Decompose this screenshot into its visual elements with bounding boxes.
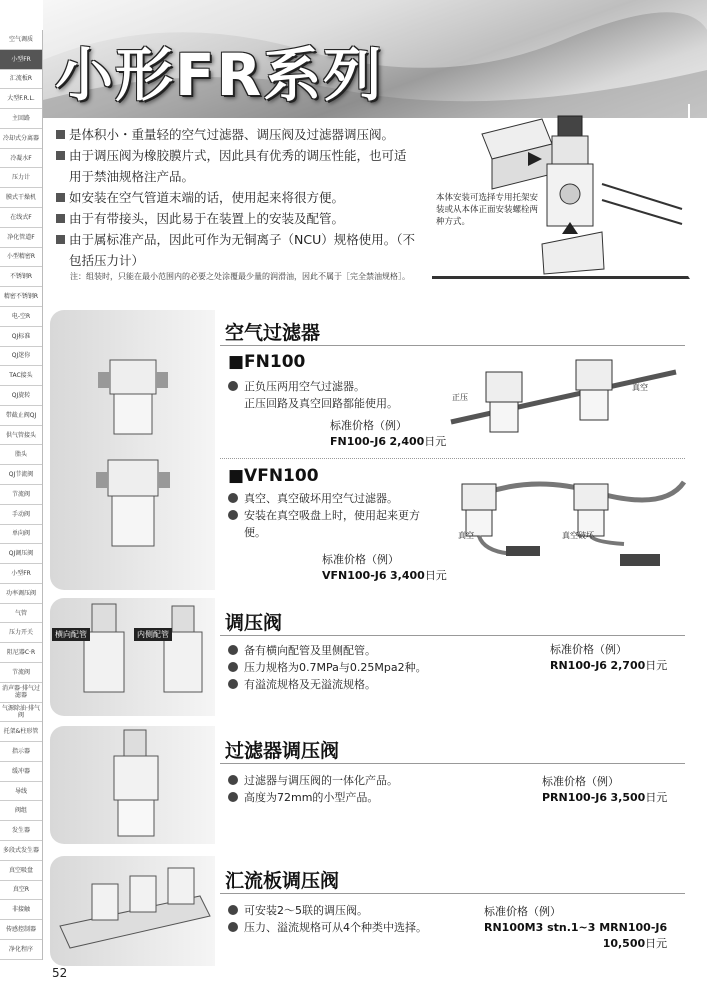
sidebar-item[interactable]: 阻尼器C·R	[0, 643, 42, 663]
section-divider	[220, 635, 685, 636]
sidebar-item[interactable]: 压力计	[0, 168, 42, 188]
section-heading-filter-regulator: 过滤器调压阀	[225, 740, 340, 762]
bullet-icon	[228, 775, 238, 785]
sidebar-item[interactable]: 气管	[0, 604, 42, 624]
sidebar-item[interactable]: 非接触	[0, 900, 42, 920]
sidebar-item[interactable]: QJ迷你	[0, 347, 42, 367]
sidebar-item[interactable]: 空气调质	[0, 30, 42, 50]
list-item: 正负压两用空气过滤器。	[228, 378, 398, 395]
sidebar-item[interactable]: 阀组	[0, 801, 42, 821]
sidebar-item[interactable]: 电-空R	[0, 307, 42, 327]
sidebar-item[interactable]: 真空R	[0, 881, 42, 901]
list-item: 压力规格为0.7MPa与0.25Mpa2种。	[228, 659, 427, 676]
sidebar-item[interactable]: 小型FR	[0, 564, 42, 584]
intro-item: 如安装在空气管道末端的话，使用起来将很方便。	[56, 187, 416, 208]
sidebar-item[interactable]: QJ旋转	[0, 386, 42, 406]
sidebar-item[interactable]: 节流阀	[0, 663, 42, 683]
sidebar-item[interactable]: 真空吸盘	[0, 861, 42, 881]
square-bullet-icon	[56, 214, 65, 223]
sidebar-item[interactable]: 净化管道F	[0, 228, 42, 248]
sidebar-item[interactable]: 供气管接头	[0, 426, 42, 446]
intro-list	[56, 124, 416, 283]
tag-back-piping: 内侧配管	[134, 628, 172, 641]
vfn100-diagram	[444, 462, 688, 582]
price-fn100: 标准价格（例） FN100-J6 2,400日元	[330, 419, 447, 448]
bullet-icon	[228, 493, 238, 503]
list-item: 过滤器与调压阀的一体化产品。	[228, 772, 398, 789]
bullet-icon	[228, 792, 238, 802]
sidebar-item[interactable]: 压力开关	[0, 623, 42, 643]
section-heading-manifold: 汇流板调压阀	[225, 870, 340, 892]
sidebar-item[interactable]: 发生器	[0, 821, 42, 841]
sidebar-item[interactable]: 多段式发生器	[0, 841, 42, 861]
product-photo-regulator	[50, 598, 215, 716]
sidebar-item[interactable]: 导线	[0, 782, 42, 802]
subsection-divider	[220, 458, 685, 459]
product-photo-manifold	[50, 856, 215, 966]
square-bullet-icon	[56, 151, 65, 160]
sidebar-item[interactable]: 功率调压阀	[0, 584, 42, 604]
sidebar-item[interactable]: 指示器	[0, 742, 42, 762]
list-item: 压力、溢流规格可从4个种类中选择。	[228, 919, 427, 936]
section-heading-regulator: 调压阀	[225, 612, 283, 634]
diagram-label-vacuum-break: 真空破坏	[562, 531, 594, 540]
manifold-features	[228, 902, 427, 936]
section-divider	[220, 763, 685, 764]
sidebar-item[interactable]: QJ节流阀	[0, 465, 42, 485]
sidebar-item[interactable]: 冷却式分离器	[0, 129, 42, 149]
bullet-icon	[228, 645, 238, 655]
product-photo-filter	[50, 310, 215, 590]
sidebar-item[interactable]: 在线式F	[0, 208, 42, 228]
sidebar-item[interactable]: 缓冲器	[0, 762, 42, 782]
intro-item: 由于调压阀为橡胶膜片式，因此具有优秀的调压性能，也可适用于禁油规格注产品。	[56, 145, 416, 187]
intro-note: 注：组装时，只能在最小范围内的必要之处涂覆最少量的润滑油，因此不属于［完全禁油规格］。	[70, 272, 410, 281]
bullet-icon	[228, 662, 238, 672]
filter-regulator-features	[228, 772, 398, 806]
sidebar-item[interactable]: QJ标准	[0, 327, 42, 347]
sidebar-item[interactable]: 节流阀	[0, 485, 42, 505]
sidebar-item[interactable]: 传感控制器	[0, 920, 42, 940]
section-heading-filter: 空气过滤器	[225, 322, 321, 344]
sidebar-item[interactable]: 精密不锈钢R	[0, 287, 42, 307]
model-name-fn100: ■FN100	[228, 352, 306, 372]
price-manifold: 标准价格（例） RN100M3 stn.1~3 MRN100-J6 10,500日元	[484, 905, 668, 950]
intro-item: 是体积小・重量轻的空气过滤器、调压阀及过滤器调压阀。	[56, 124, 416, 145]
sidebar-item[interactable]: 消声器·排气过滤器	[0, 683, 42, 703]
section-divider	[220, 893, 685, 894]
list-item: 高度为72mm的小型产品。	[228, 789, 398, 806]
sidebar-index	[0, 30, 43, 960]
price-regulator: 标准价格（例） RN100-J6 2,700日元	[550, 643, 668, 672]
diagram-label-positive: 正压	[452, 393, 468, 402]
list-item: 正压回路及真空回路都能使用。	[244, 397, 398, 410]
list-item: 真空、真空破坏用空气过滤器。	[228, 490, 428, 507]
sidebar-item[interactable]: 气源除油·排气阀	[0, 703, 42, 723]
regulator-features	[228, 642, 427, 693]
sidebar-item[interactable]: 脂头	[0, 445, 42, 465]
sidebar-item[interactable]: 膜式干燥机	[0, 188, 42, 208]
sidebar-item[interactable]: QJ调压阀	[0, 544, 42, 564]
fn100-features	[228, 378, 398, 412]
sidebar-item[interactable]: 主回路	[0, 109, 42, 129]
bullet-icon	[228, 679, 238, 689]
sidebar-item[interactable]: 小型FR	[0, 50, 42, 70]
tag-side-piping: 横向配管	[52, 628, 90, 641]
sidebar-item[interactable]: TAC接头	[0, 366, 42, 386]
sidebar-item[interactable]: 冷凝水F	[0, 149, 42, 169]
list-item: 有溢流规格及无溢流规格。	[228, 676, 427, 693]
list-item: 安装在真空吸盘上时，使用起来更方便。	[228, 507, 428, 541]
intro-item: 由于属标准产品，因此可作为无铜离子（NCU）规格使用。（不包括压力计）	[56, 229, 416, 271]
price-filter-regulator: 标准价格（例） PRN100-J6 3,500日元	[542, 775, 668, 804]
square-bullet-icon	[56, 130, 65, 139]
bullet-icon	[228, 905, 238, 915]
sidebar-item[interactable]: 不锈钢R	[0, 267, 42, 287]
bullet-icon	[228, 510, 238, 520]
mounting-caption: 本体安装可选择专用托架安装或从本体正面安装螺栓两种方式。	[436, 193, 539, 227]
sidebar-item[interactable]: 托架&柱形管	[0, 722, 42, 742]
diagram-label-vacuum: 真空	[632, 383, 648, 392]
bullet-icon	[228, 922, 238, 932]
square-bullet-icon	[56, 235, 65, 244]
sidebar-item[interactable]: 手动阀	[0, 505, 42, 525]
price-vfn100: 标准价格（例） VFN100-J6 3,400日元	[322, 553, 447, 582]
model-name-vfn100: ■VFN100	[228, 466, 319, 486]
sidebar-item[interactable]: 小型精密R	[0, 248, 42, 268]
page-number: 52	[52, 966, 68, 980]
sidebar-item[interactable]: 汇流板R	[0, 70, 42, 90]
bullet-icon	[228, 381, 238, 391]
list-item: 可安装2～5联的调压阀。	[228, 902, 427, 919]
vfn100-features	[228, 490, 428, 541]
intro-item: 由于有带接头，因此易于在装置上的安装及配管。	[56, 208, 416, 229]
section-divider	[220, 345, 685, 346]
square-bullet-icon	[56, 193, 65, 202]
sidebar-item[interactable]: 带截止阀QJ	[0, 406, 42, 426]
sidebar-item[interactable]: 净化程序	[0, 940, 42, 960]
sidebar-item[interactable]: 单向阀	[0, 525, 42, 545]
product-photo-filter-regulator	[50, 726, 215, 844]
page-title: 小形FR系列	[55, 41, 384, 109]
list-item: 备有横向配管及里侧配管。	[228, 642, 427, 659]
fn100-diagram	[446, 352, 686, 442]
diagram-label-vacuum: 真空	[458, 531, 474, 540]
sidebar-item[interactable]: 大型F.R.L.	[0, 89, 42, 109]
